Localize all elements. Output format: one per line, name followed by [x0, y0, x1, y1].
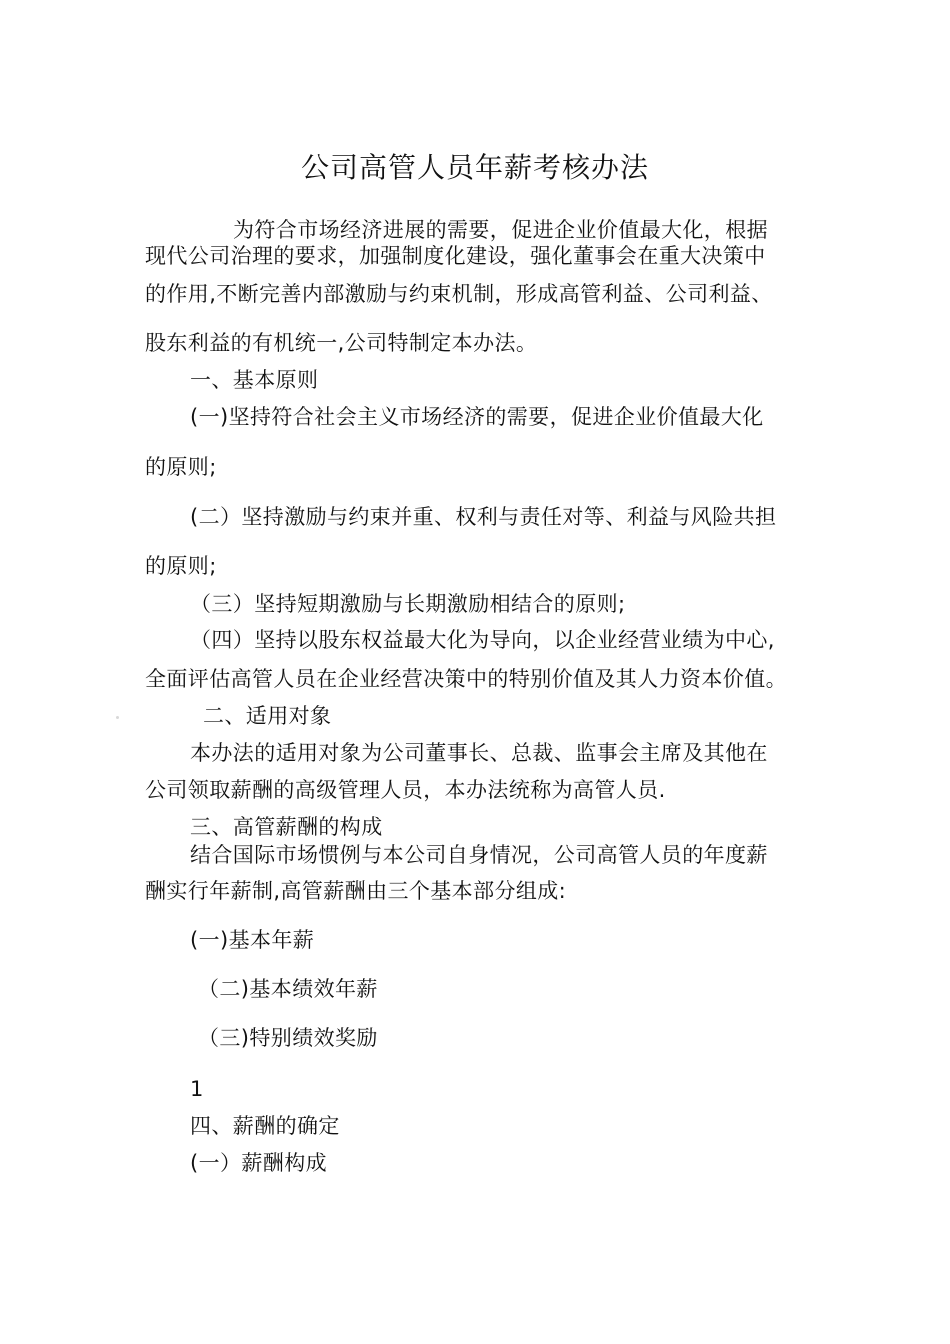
section-heading-composition: 三、高管薪酬的构成: [190, 815, 383, 839]
principle-item: 全面评估高管人员在企业经营决策中的特别价值及其人力资本价值。: [145, 667, 787, 691]
principle-item: （三）坚持短期激励与长期激励相结合的原则;: [190, 592, 626, 616]
principle-item: 的原则;: [145, 554, 217, 578]
intro-line: 股东利益的有机统一,公司特制定本办法。: [145, 331, 538, 355]
document-title: 公司高管人员年薪考核办法: [300, 151, 649, 184]
intro-line: 为符合市场经济进展的需要，促进企业价值最大化，根据: [233, 218, 768, 242]
composition-item: （三)特别绩效奖励: [198, 1026, 378, 1050]
intro-line: 现代公司治理的要求，加强制度化建设，强化董事会在重大决策中: [145, 244, 766, 268]
section-heading-scope: 二、适用对象: [203, 704, 332, 728]
section-heading-principles: 一、基本原则: [190, 368, 319, 392]
section-heading-determination: 四、薪酬的确定: [190, 1114, 340, 1138]
scope-paragraph-line: 本办法的适用对象为公司董事长、总裁、监事会主席及其他在: [190, 741, 768, 765]
principle-item: (一)坚持符合社会主义市场经济的需要，促进企业价值最大化: [190, 405, 764, 429]
page-number: 1: [190, 1077, 204, 1101]
principle-item: （四）坚持以股东权益最大化为导向，以企业经营业绩为中心,: [190, 628, 775, 652]
composition-item: (一)基本年薪: [190, 928, 315, 952]
determination-item: (一）薪酬构成: [190, 1151, 327, 1175]
composition-item: （二)基本绩效年薪: [198, 977, 378, 1001]
intro-line: 的作用,不断完善内部激励与约束机制，形成高管利益、公司利益、: [145, 282, 773, 306]
scan-speck: [116, 716, 119, 719]
scope-paragraph-line: 公司领取薪酬的高级管理人员，本办法统称为高管人员.: [145, 778, 666, 802]
principle-item: (二）坚持激励与约束并重、权利与责任对等、利益与风险共担: [190, 505, 777, 529]
principle-item: 的原则;: [145, 455, 217, 479]
composition-paragraph-line: 酬实行年薪制,高管薪酬由三个基本部分组成:: [145, 879, 567, 903]
composition-paragraph-line: 结合国际市场惯例与本公司自身情况，公司高管人员的年度薪: [190, 843, 768, 867]
